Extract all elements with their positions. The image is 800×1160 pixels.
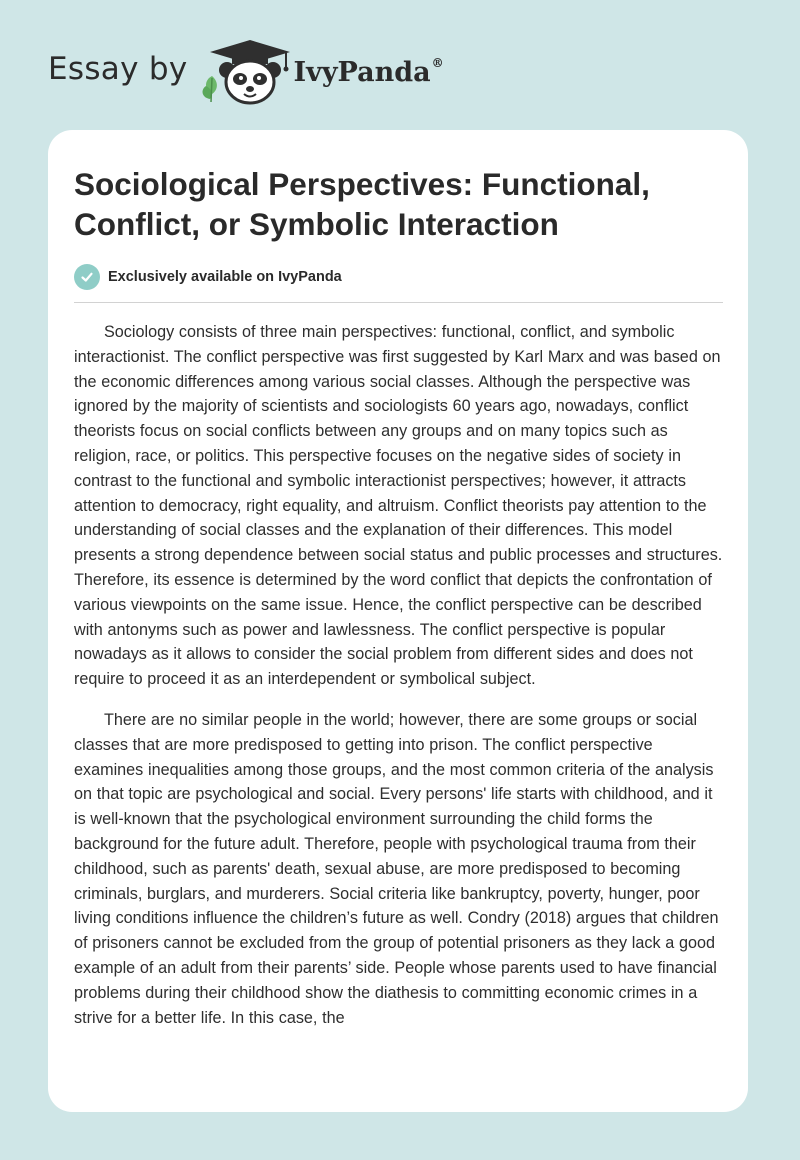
divider (74, 302, 723, 303)
page-title: Sociological Perspectives: Functional, Conflict, or Symbolic Interaction (74, 166, 650, 242)
essay-body (74, 320, 724, 1046)
brand-logo-text[interactable]: IvyPanda® (293, 56, 444, 88)
essay-card (48, 130, 748, 1112)
exclusive-badge (74, 264, 342, 290)
check-icon (74, 264, 100, 290)
paragraph: Sociology consists of three main perspectives: functional, conflict, and symbolic interactionist. The conflict perspective was first suggested by Karl Marx and was based on the economic differences among various social classes. Although the perspective was ignored by the majority of scientists and sociologists 60 years ago, nowadays, conflict theorists focus on social conflicts between any groups and on many topics such as religion, race, or politics. This perspective focuses on the negative sides of society in contrast to the functional and symbolic interactionist perspectives; however, it attracts attention to democracy, right equality, and altruism. Conflict theorists pay attention to the understanding of social classes and the explanation of their differences. This model presents a strong dependence between social status and public processes and structures. Therefore, its essence is determined by the word conflict that depicts the confrontation of various viewpoints on the same issue. Hence, the conflict perspective can be described with antonyms such as power and lawlessness. The conflict perspective is popular nowadays as it allows to consider the social problem from different sides and does not require to proceed it as an interdependent or symbolical subject. (74, 323, 723, 689)
essay-by-label: Essay by (48, 51, 188, 87)
site-header (48, 36, 444, 106)
exclusive-label: Exclusively available on IvyPanda (108, 269, 342, 285)
panda-graduate-icon[interactable] (202, 36, 292, 106)
paragraph: There are no similar people in the world; however, there are some groups or social classes that are more predisposed to getting into prison. The conflict perspective examines inequalities among those groups, and the most common criteria of the analysis on that topic are psychological and social. Every persons' life starts with childhood, and it is well-known that the psychological environment surrounding the child forms the background for the future adult. Therefore, people with psychological trauma from their childhood, such as parents' death, sexual abuse, are more predisposed to becoming criminals, burglars, and murderers. Social criteria like bankruptcy, poverty, hunger, poor living conditions influence the children’s future as well. Condry (2018) argues that children of prisoners cannot be excluded from the group of potential prisoners as they lack a good example of an adult from their parents’ side. People whose parents used to have financial problems during their childhood show the diathesis to committing economic crimes in a strive for a better life. In this case, the (74, 710, 719, 1027)
